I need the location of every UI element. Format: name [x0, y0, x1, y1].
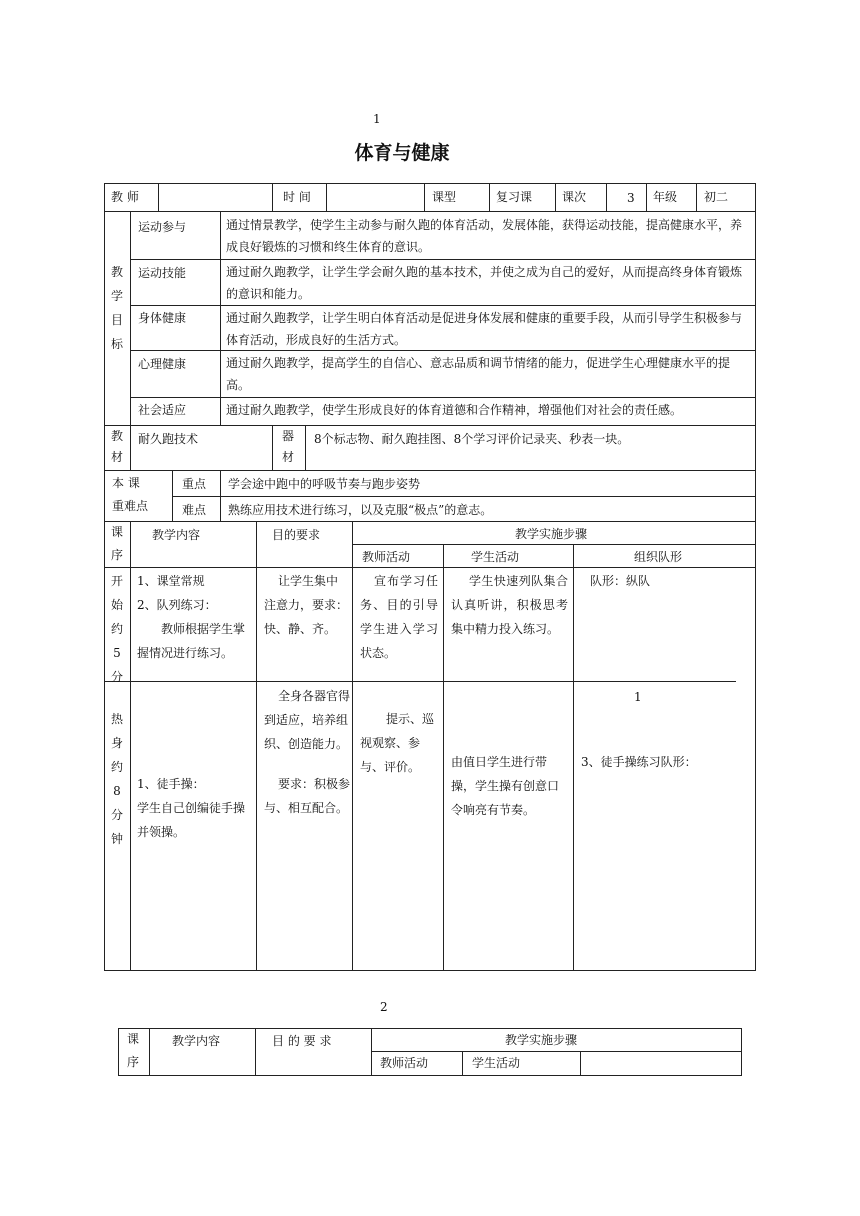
goal-text: 通过耐久跑教学，让学生明白体育活动是促进身体发展和健康的重要手段，从而引导学生积极参与体育活动，形成良好的生活方式。 — [226, 311, 743, 347]
row-goal-requirement: 要求：积极参与、相互配合。 — [264, 777, 351, 815]
content-item: 学生自己创编徒手操并领操。 — [137, 801, 246, 839]
key-label: 重点 — [182, 477, 207, 491]
hard-label: 难点 — [182, 503, 207, 517]
page2-student-activity: 学生活动 — [472, 1056, 521, 1070]
content-item: 1、徒手操： — [137, 777, 205, 791]
page2-steps-label: 教学实施步骤 — [505, 1033, 578, 1047]
goal-label: 心理健康 — [138, 357, 187, 371]
goal-req-label: 目的要求 — [272, 528, 321, 542]
page2-content-label: 教学内容 — [172, 1034, 221, 1048]
page2-goal-label: 目 的 要 求 — [272, 1034, 332, 1048]
goal-label: 社会适应 — [138, 403, 187, 417]
goal-text: 通过情景教学，使学生主动参与耐久跑的体育活动，发展体能，获得运动技能，提高健康水平，养成良好锻炼的习惯和终生体育的意识。 — [226, 218, 743, 254]
page-number: 2 — [380, 1000, 388, 1014]
lesson-no-label: 课次 — [562, 190, 587, 204]
content-label: 教学内容 — [152, 528, 201, 542]
row-order: 热身约8分钟 — [110, 712, 123, 846]
page-number: 1 — [373, 112, 381, 126]
goal-label: 运动参与 — [138, 220, 187, 234]
time-label: 时 间 — [283, 190, 311, 204]
grade-label: 年级 — [653, 190, 678, 204]
type-label: 课型 — [432, 190, 457, 204]
row-formation: 3、徒手操练习队形： — [581, 755, 697, 769]
page2-teacher-activity: 教师活动 — [380, 1056, 429, 1070]
row-student-activity: 由值日学生进行带操，学生操有创意口令响亮有节奏。 — [451, 755, 560, 817]
equipment-label: 器材 — [281, 429, 294, 464]
hard-value: 熟练应用技术进行练习，以及克服“极点”的意志。 — [228, 503, 493, 517]
steps-label: 教学实施步骤 — [515, 527, 588, 541]
row-teacher-activity: 提示、巡视观察、参与、评价。 — [360, 712, 435, 774]
equipment-value: 8个标志物、耐久跑挂图、8个学习评价记录夹、秒表一块。 — [314, 432, 630, 446]
page-title: 体育与健康 — [354, 142, 450, 164]
key-points-label: 本 课 — [112, 476, 140, 490]
grade-value: 初二 — [704, 190, 729, 204]
goal-label: 身体健康 — [138, 311, 187, 325]
goal-label: 运动技能 — [138, 266, 187, 280]
teacher-label: 教 师 — [111, 190, 139, 204]
content-item: 教师根据学生掌握情况进行练习。 — [137, 622, 246, 660]
row-teacher-activity: 宣布学习任务、目的引导学生进入学习状态。 — [360, 574, 438, 660]
type-value: 复习课 — [496, 190, 533, 204]
formation-number: 1 — [634, 690, 642, 704]
goals-section-label: 教学目标 — [110, 265, 123, 351]
goal-text: 通过耐久跑教学，提高学生的自信心、意志品质和调节情绪的能力，促进学生心理健康水平的提高。 — [226, 356, 731, 392]
key-value: 学会途中跑中的呼吸节奏与跑步姿势 — [228, 477, 421, 491]
page2-order-label: 课序 — [126, 1032, 139, 1069]
materials-label: 教材 — [110, 429, 123, 464]
order-label: 课序 — [110, 525, 123, 562]
lesson-no-value: 3 — [627, 191, 635, 205]
row-goal: 让学生集中注意力，要求：快、静、齐。 — [264, 574, 349, 636]
row-student-activity: 学生快速列队集合认真听讲，积极思考集中精力投入练习。 — [451, 574, 568, 636]
row-order: 开始约5分 — [110, 574, 123, 684]
row-formation: 队形：纵队 — [590, 574, 651, 588]
goal-text: 通过耐久跑教学，让学生学会耐久跑的基本技术，并使之成为自己的爱好，从而提高终身体育锻炼的意识和能力。 — [226, 265, 743, 301]
key-points-label: 重难点 — [112, 499, 149, 513]
formation-label: 组织队形 — [634, 550, 683, 564]
row-goal: 全身各器官得到适应，培养组织、创造能力。 — [264, 689, 351, 751]
materials-value: 耐久跑技术 — [138, 432, 199, 446]
content-item: 2、队列练习： — [137, 598, 217, 612]
content-item: 1、课堂常规 — [137, 574, 205, 588]
student-activity-label: 学生活动 — [471, 550, 520, 564]
goal-text: 通过耐久跑教学，使学生形成良好的体育道德和合作精神，增强他们对社会的责任感。 — [226, 403, 683, 417]
teacher-activity-label: 教师活动 — [362, 550, 411, 564]
